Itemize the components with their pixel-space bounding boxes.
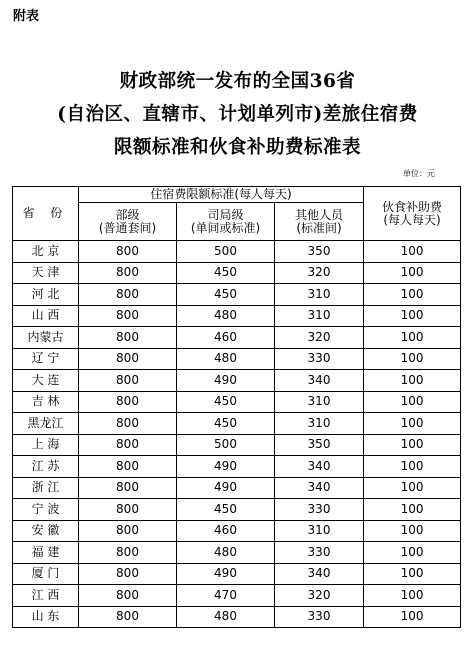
cell-province: 吉 林 — [13, 391, 79, 413]
cell-meal: 100 — [364, 434, 461, 456]
cell-others: 320 — [275, 585, 364, 607]
cell-others: 310 — [275, 391, 364, 413]
cell-bureau: 450 — [177, 413, 275, 435]
cell-province: 北 京 — [13, 241, 79, 263]
cell-meal: 100 — [364, 563, 461, 585]
cell-bureau: 490 — [177, 477, 275, 499]
cell-meal: 100 — [364, 520, 461, 542]
cell-province: 天 津 — [13, 262, 79, 284]
header-meal-line1: 伙食补助费 — [382, 199, 443, 214]
cell-bureau: 480 — [177, 542, 275, 564]
header-meal-line2: (每人每天) — [383, 212, 441, 227]
cell-province: 上 海 — [13, 434, 79, 456]
table-row — [13, 305, 461, 327]
title-line-2: (自治区、直辖市、计划单列市)差旅住宿费 — [57, 104, 418, 125]
cell-ministerial: 800 — [79, 477, 177, 499]
cell-ministerial: 800 — [79, 499, 177, 521]
cell-others: 320 — [275, 327, 364, 349]
cell-province: 江 西 — [13, 585, 79, 607]
table-body — [13, 241, 461, 628]
table-row — [13, 499, 461, 521]
cell-ministerial: 800 — [79, 241, 177, 263]
header-bureau-line2: (单间或标准) — [190, 220, 261, 235]
cell-others: 320 — [275, 262, 364, 284]
cell-bureau: 460 — [177, 520, 275, 542]
table-row — [13, 284, 461, 306]
cell-province: 河 北 — [13, 284, 79, 306]
cell-others: 350 — [275, 241, 364, 263]
cell-province: 厦 门 — [13, 563, 79, 585]
cell-meal: 100 — [364, 327, 461, 349]
header-ministerial-line1: 部级 — [115, 207, 140, 222]
cell-bureau: 490 — [177, 456, 275, 478]
cell-meal: 100 — [364, 305, 461, 327]
table-row — [13, 520, 461, 542]
cell-meal: 100 — [364, 477, 461, 499]
header-others-line1: 其他人员 — [295, 207, 344, 222]
table-row — [13, 348, 461, 370]
cell-meal: 100 — [364, 499, 461, 521]
header-others-line2: (标准间) — [296, 220, 342, 235]
table-row — [13, 606, 461, 628]
table-row — [13, 434, 461, 456]
cell-province: 内蒙古 — [13, 327, 79, 349]
cell-bureau: 490 — [177, 563, 275, 585]
cell-meal: 100 — [364, 370, 461, 392]
cell-province: 安 徽 — [13, 520, 79, 542]
cell-ministerial: 800 — [79, 585, 177, 607]
cell-ministerial: 800 — [79, 348, 177, 370]
cell-ministerial: 800 — [79, 413, 177, 435]
cell-others: 330 — [275, 542, 364, 564]
cell-ministerial: 800 — [79, 305, 177, 327]
cell-ministerial: 800 — [79, 542, 177, 564]
cell-others: 340 — [275, 563, 364, 585]
cell-province: 大 连 — [13, 370, 79, 392]
cell-ministerial: 800 — [79, 284, 177, 306]
header-meal — [364, 187, 461, 241]
cell-meal: 100 — [364, 262, 461, 284]
cell-bureau: 460 — [177, 327, 275, 349]
cell-meal: 100 — [364, 456, 461, 478]
cell-bureau: 480 — [177, 606, 275, 628]
cell-meal: 100 — [364, 391, 461, 413]
cell-province: 宁 波 — [13, 499, 79, 521]
cell-meal: 100 — [364, 348, 461, 370]
cell-bureau: 450 — [177, 262, 275, 284]
cell-others: 340 — [275, 477, 364, 499]
title-line-3: 限额标准和伙食补助费标准表 — [113, 137, 361, 158]
cell-bureau: 480 — [177, 305, 275, 327]
table-header — [13, 187, 461, 241]
header-bureau — [177, 203, 275, 241]
cell-province: 浙 江 — [13, 477, 79, 499]
table-row — [13, 585, 461, 607]
cell-bureau: 470 — [177, 585, 275, 607]
title-line-1: 财政部统一发布的全国36省 — [119, 71, 356, 92]
cell-bureau: 490 — [177, 370, 275, 392]
cell-others: 350 — [275, 434, 364, 456]
table-row — [13, 563, 461, 585]
cell-others: 330 — [275, 606, 364, 628]
standards-table — [12, 186, 461, 628]
cell-province: 山 西 — [13, 305, 79, 327]
cell-bureau: 450 — [177, 499, 275, 521]
cell-bureau: 450 — [177, 391, 275, 413]
header-lodging-group: 住宿费限额标准(每人每天) — [79, 187, 364, 203]
cell-province: 江 苏 — [13, 456, 79, 478]
cell-ministerial: 800 — [79, 520, 177, 542]
cell-ministerial: 800 — [79, 391, 177, 413]
cell-ministerial: 800 — [79, 563, 177, 585]
cell-others: 310 — [275, 284, 364, 306]
cell-others: 310 — [275, 305, 364, 327]
cell-bureau: 450 — [177, 284, 275, 306]
cell-others: 340 — [275, 456, 364, 478]
cell-bureau: 500 — [177, 434, 275, 456]
table-row — [13, 413, 461, 435]
header-ministerial — [79, 203, 177, 241]
header-others — [275, 203, 364, 241]
table-row — [13, 542, 461, 564]
cell-ministerial: 800 — [79, 456, 177, 478]
unit-note: 单位：元 — [403, 169, 435, 178]
cell-meal: 100 — [364, 542, 461, 564]
cell-ministerial: 800 — [79, 434, 177, 456]
appendix-label: 附表 — [13, 9, 40, 24]
cell-bureau: 480 — [177, 348, 275, 370]
cell-others: 330 — [275, 499, 364, 521]
cell-meal: 100 — [364, 284, 461, 306]
cell-meal: 100 — [364, 606, 461, 628]
cell-ministerial: 800 — [79, 262, 177, 284]
table-row — [13, 456, 461, 478]
cell-others: 310 — [275, 520, 364, 542]
cell-ministerial: 800 — [79, 606, 177, 628]
cell-meal: 100 — [364, 585, 461, 607]
cell-province: 辽 宁 — [13, 348, 79, 370]
cell-ministerial: 800 — [79, 370, 177, 392]
table-row — [13, 241, 461, 263]
cell-ministerial: 800 — [79, 327, 177, 349]
cell-bureau: 500 — [177, 241, 275, 263]
cell-province: 福 建 — [13, 542, 79, 564]
cell-province: 山 东 — [13, 606, 79, 628]
cell-others: 340 — [275, 370, 364, 392]
table-row — [13, 477, 461, 499]
header-ministerial-line2: (普通套间) — [98, 220, 157, 235]
cell-others: 330 — [275, 348, 364, 370]
table-row — [13, 262, 461, 284]
cell-province: 黑龙江 — [13, 413, 79, 435]
cell-meal: 100 — [364, 413, 461, 435]
table-row — [13, 391, 461, 413]
header-bureau-line1: 司局级 — [207, 207, 244, 222]
cell-others: 310 — [275, 413, 364, 435]
header-province: 省 份 — [13, 187, 79, 241]
cell-meal: 100 — [364, 241, 461, 263]
table-row — [13, 370, 461, 392]
table-row — [13, 327, 461, 349]
